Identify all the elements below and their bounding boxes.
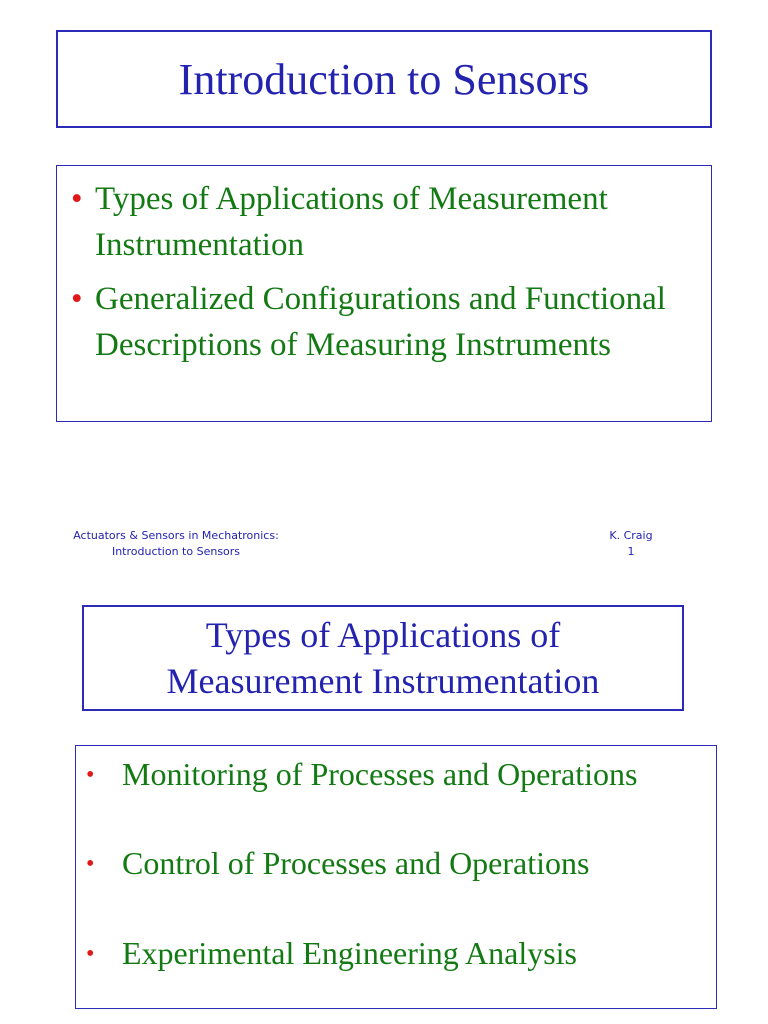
slide2-bullet-text: Experimental Engineering Analysis [122,935,577,971]
slide2-bullet-text: Monitoring of Processes and Operations [122,756,638,792]
slide2-title-box [82,605,684,711]
bullet-dot-icon: • [86,941,95,967]
slide1-bullet-box [56,165,712,422]
footer-course [58,528,294,560]
slide1-title: Introduction to Sensors [178,54,590,104]
slide1-bullet-list [65,176,701,368]
bullet-dot-icon: • [86,851,95,877]
slide2-bullet-text: Control of Processes and Operations [122,845,590,881]
footer-course-line2: Introduction to Sensors [111,545,241,558]
slide2-bullet-item [86,843,589,884]
slide1-bullet-item: • Generalized Configurations and Functional Descriptions of Measuring Instruments [65,276,701,368]
slide2-title-line2: Measurement Instrumentation [166,661,600,701]
footer-course-line1: Actuators & Sensors in Mechatronics: [73,529,279,542]
slide1-title-box [56,30,712,128]
slide2-bullet-item [86,754,637,795]
footer-author-page [596,528,666,560]
footer-page-number: 1 [627,545,635,558]
slide2-bullet-item [86,933,577,974]
slide2-bullet-box [75,745,717,1009]
bullet-dot-icon: • [86,762,95,788]
footer-author: K. Craig [609,529,653,542]
slide2-title-line1: Types of Applications of [205,615,561,655]
slide1-bullet-item: • Types of Applications of Measurement Instrumentation [65,176,701,268]
